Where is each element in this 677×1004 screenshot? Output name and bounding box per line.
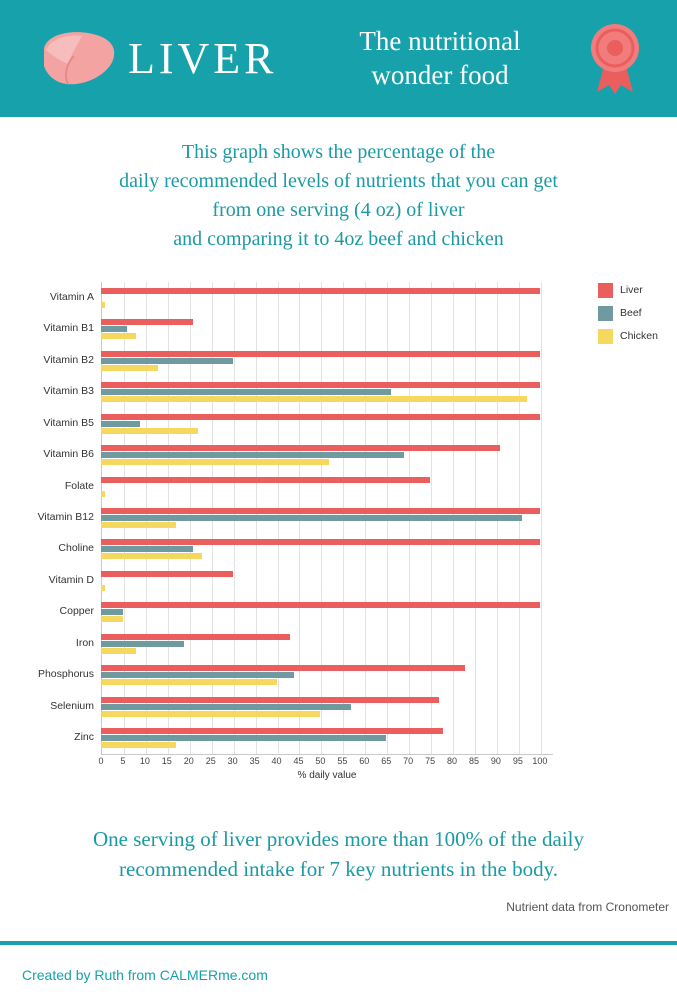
bar-beef [101, 704, 351, 710]
data-source-note: Nutrient data from Cronometer [506, 900, 669, 914]
bar-beef [101, 609, 123, 615]
chart-bar-group [0, 471, 677, 502]
chart-bar-group [0, 345, 677, 376]
category-label: Vitamin B3 [43, 385, 94, 398]
chart-bar-group [0, 565, 677, 596]
chart-bar-group [0, 660, 677, 691]
category-label: Vitamin B5 [43, 416, 94, 429]
bar-liver [101, 477, 430, 483]
footer-credit: Created by Ruth from CALMERme.com [22, 967, 268, 983]
intro-line-3: from one serving (4 oz) of liver [212, 199, 465, 221]
x-tick-label: 75 [425, 756, 436, 766]
legend-label: Liver [620, 284, 643, 296]
bar-chicken [101, 491, 105, 497]
bar-beef [101, 389, 391, 395]
legend-swatch-icon [598, 329, 613, 344]
header-tagline [300, 24, 580, 92]
conclusion-text [0, 824, 677, 884]
category-label: Copper [59, 605, 94, 618]
bar-beef [101, 672, 294, 678]
x-tick-label: 65 [381, 756, 392, 766]
chart-bar-group [0, 282, 677, 313]
bar-chicken [101, 679, 277, 685]
chart-bar-group [0, 439, 677, 470]
x-tick-label: 80 [447, 756, 458, 766]
bar-chicken [101, 302, 105, 308]
bar-chicken [101, 365, 158, 371]
bar-liver [101, 414, 540, 420]
legend-item-chicken[interactable] [598, 326, 676, 349]
bar-beef [101, 515, 522, 521]
tagline-line-1: The nutritional [359, 26, 521, 56]
bar-chicken [101, 616, 123, 622]
x-axis-label: % daily value [297, 770, 357, 781]
intro-line-2: daily recommended levels of nutrients that you can get [119, 170, 558, 192]
nutrient-bar-chart [0, 272, 677, 812]
chart-legend [598, 280, 676, 349]
bar-chicken [101, 459, 329, 465]
category-label: Folate [64, 479, 94, 492]
bar-liver [101, 728, 443, 734]
intro-line-4: and comparing it to 4oz beef and chicken [173, 228, 504, 250]
x-tick-label: 35 [249, 756, 260, 766]
bar-liver [101, 602, 540, 608]
chart-bar-group [0, 408, 677, 439]
chart-bar-group [0, 376, 677, 407]
conclusion-line-2: recommended intake for 7 key nutrients in the body. [119, 857, 558, 881]
x-tick-label: 70 [403, 756, 414, 766]
category-label: Vitamin B1 [43, 322, 94, 335]
x-axis-line [101, 754, 553, 755]
category-label: Vitamin B12 [37, 510, 94, 523]
category-label: Vitamin D [48, 573, 94, 586]
chart-bar-group [0, 691, 677, 722]
bar-chicken [101, 522, 176, 528]
chart-bar-group [0, 313, 677, 344]
intro-line-1: This graph shows the percentage of the [181, 141, 496, 163]
bar-beef [101, 421, 140, 427]
x-tick-label: 0 [98, 756, 104, 766]
x-tick-label: 45 [293, 756, 304, 766]
bar-beef [101, 735, 386, 741]
legend-swatch-icon [598, 283, 613, 298]
bar-liver [101, 571, 233, 577]
legend-item-liver[interactable] [598, 280, 676, 303]
category-label: Iron [75, 636, 94, 649]
bar-chicken [101, 553, 202, 559]
x-tick-label: 30 [227, 756, 238, 766]
category-label: Vitamin A [49, 290, 94, 303]
category-label: Choline [58, 542, 94, 555]
x-tick-label: 20 [183, 756, 194, 766]
legend-label: Chicken [620, 330, 658, 342]
category-label: Vitamin B6 [43, 448, 94, 461]
bar-liver [101, 508, 540, 514]
bar-chicken [101, 742, 176, 748]
x-tick-label: 25 [205, 756, 216, 766]
bar-chicken [101, 711, 320, 717]
bar-liver [101, 445, 500, 451]
x-tick-label: 50 [315, 756, 326, 766]
legend-label: Beef [620, 307, 642, 319]
footer-bar [0, 941, 677, 1004]
bar-liver [101, 665, 465, 671]
bar-beef [101, 546, 193, 552]
x-tick-label: 85 [468, 756, 480, 766]
x-tick-label: 90 [490, 756, 501, 766]
bar-beef [101, 326, 127, 332]
bar-chicken [101, 396, 527, 402]
bar-beef [101, 452, 404, 458]
x-tick-label: 60 [359, 756, 370, 766]
bar-beef [101, 358, 233, 364]
bar-liver [101, 288, 540, 294]
chart-bar-group [0, 597, 677, 628]
chart-bar-group [0, 723, 677, 754]
brand-title: LIVER [128, 34, 278, 83]
legend-swatch-icon [598, 306, 613, 321]
category-label: Zinc [74, 731, 94, 744]
category-label: Selenium [50, 699, 94, 712]
tagline-line-2: wonder food [371, 60, 509, 90]
x-tick-label: 10 [139, 756, 150, 766]
bar-liver [101, 697, 439, 703]
bar-beef [101, 641, 184, 647]
bar-liver [101, 319, 193, 325]
bar-chicken [101, 648, 136, 654]
bar-chicken [101, 333, 136, 339]
bar-liver [101, 539, 540, 545]
conclusion-line-1: One serving of liver provides more than 100% of the daily [92, 827, 585, 851]
header-banner [0, 0, 677, 117]
x-tick-label: 55 [337, 756, 348, 766]
bar-chicken [101, 428, 198, 434]
bar-liver [101, 351, 540, 357]
chart-bar-group [0, 628, 677, 659]
x-tick-label: 15 [161, 756, 172, 766]
x-tick-label: 100 [532, 756, 548, 766]
legend-item-beef[interactable] [598, 303, 676, 326]
liver-organ-icon [38, 30, 118, 88]
category-label: Vitamin B2 [43, 353, 94, 366]
bar-liver [101, 634, 290, 640]
x-tick-label: 5 [120, 756, 126, 766]
bar-liver [101, 382, 540, 388]
chart-bar-group [0, 502, 677, 533]
category-label: Phosphorus [37, 668, 94, 681]
x-tick-label: 40 [271, 756, 282, 766]
intro-text [0, 138, 677, 254]
chart-bar-group [0, 534, 677, 565]
x-tick-label: 95 [512, 756, 523, 766]
award-ribbon-icon [591, 22, 639, 94]
bar-chicken [101, 585, 105, 591]
